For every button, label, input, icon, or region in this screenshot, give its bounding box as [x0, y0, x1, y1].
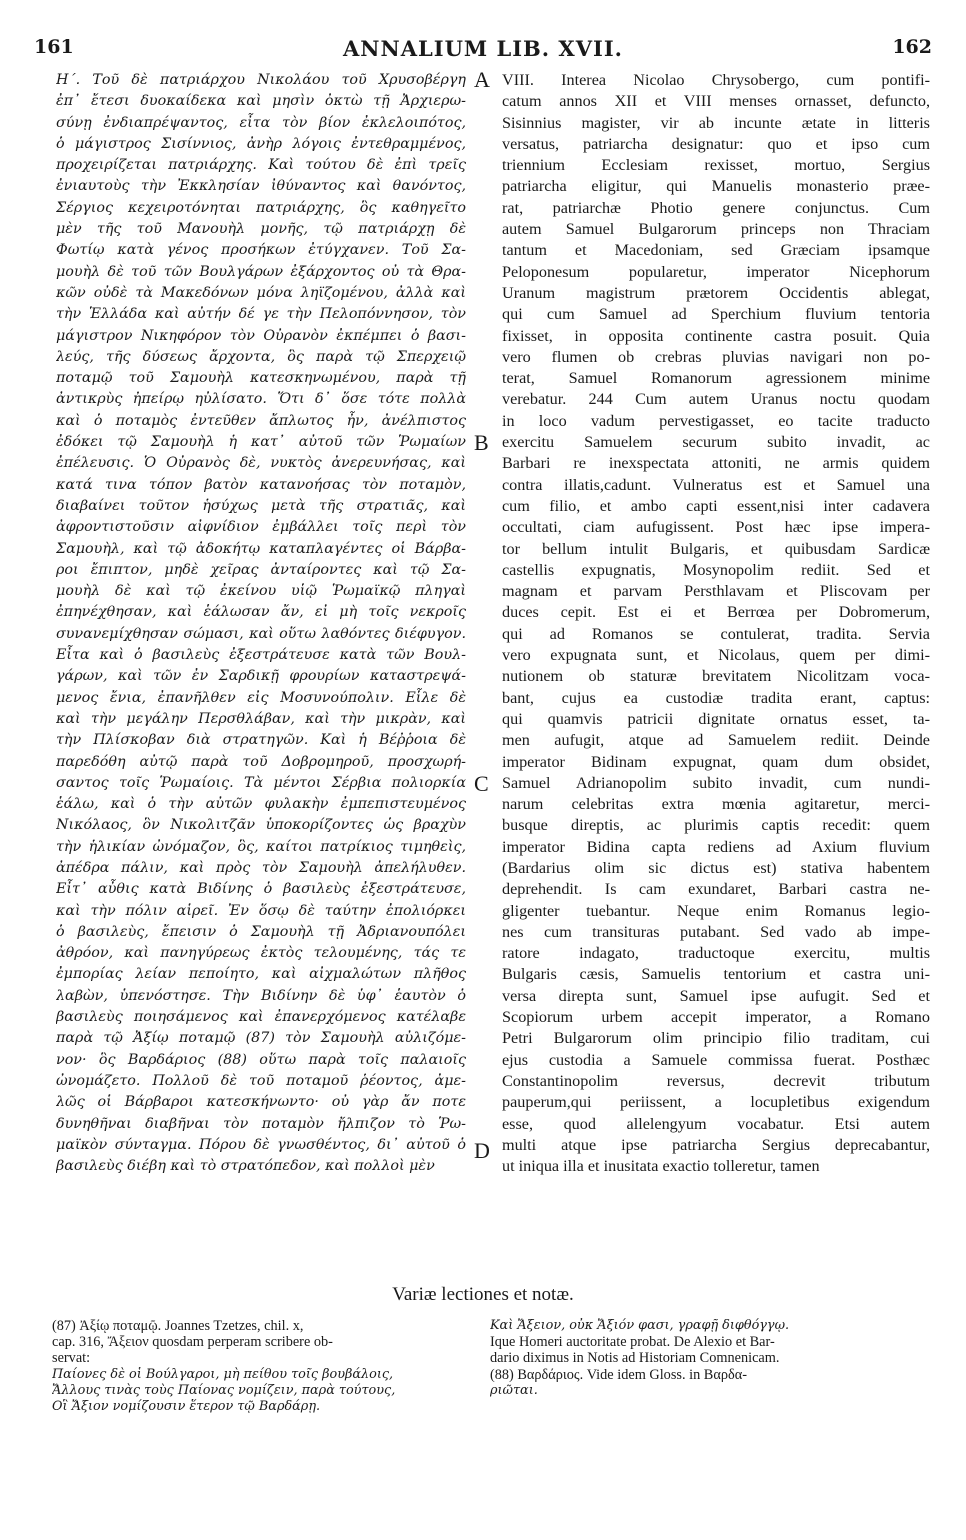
text-line: vero flumen ob crebras pluvias navigari non po- — [502, 347, 930, 366]
text-line: pauperum,qui periissent, a locupletibus exigendum — [502, 1093, 930, 1112]
notes-left-column — [52, 1318, 468, 1415]
note-line: Οἳ Ἄξιον νομίζουσιν ἕτερον τῷ Βαρδάρῃ. — [52, 1398, 321, 1414]
page-number-left: 161 — [34, 36, 74, 58]
margin-letter-d: D — [474, 1138, 490, 1163]
text-line: nutionem ob staturæ brevitatem Nicolitzam voca- — [502, 667, 930, 686]
text-line: bant, cujus ea custodiæ tradita erant, captus: — [502, 688, 930, 707]
text-line: συνανεμίχθησαν σώμασι, καὶ οὕτω λαθόντες διέφυγον. — [56, 625, 466, 642]
text-line: Scopiorum urbem accepit imperator, a Romano — [502, 1008, 930, 1027]
text-line: ἐπηνέχθησαν, καὶ ἑάλωσαν ἄν, εἰ μὴ τοῖς νεκροῖς — [56, 604, 466, 621]
text-line: διαβαίνει τοῦτον ἡσύχως μετὰ τῆς στρατιᾶς, καὶ — [56, 497, 466, 514]
text-line: duces cepit. Est ei et Berrœa per Dobromerum, — [502, 603, 930, 622]
text-line: Σαμουὴλ, καὶ τῷ ἀδοκήτῳ καταπλαγέντες οἱ Βάρβα- — [56, 540, 466, 557]
note-line: (88) Βαρδάριος. Vide idem Gloss. in Βαρδα- — [490, 1366, 747, 1383]
text-line: multi atque ipse patriarcha Sergius deprecabantur, — [502, 1135, 930, 1154]
text-line: σύνῃ ἐνδιαπρέψαντος, εἶτα τὸν βίον ἐκλελοιπότος, — [56, 114, 466, 131]
text-line: cum filio, et ambo capti essent,nisi inter cadavera — [502, 496, 930, 515]
latin-text-column — [502, 70, 930, 1177]
text-line: καὶ τὴν μεγάλην Περσθλάβαν, καὶ τὴν μικρὰν, καὶ — [56, 710, 466, 727]
note-line: (87) Ἀξίῳ ποταμῷ. Joannes Tzetzes, chil. x, — [52, 1318, 304, 1334]
text-line: γάρων, καὶ τῶν ἐν Σαρδικῇ φρουρίων καταστρεψά- — [56, 668, 466, 685]
text-line: λαβὼν, ὑπενόστησε. Τὴν Βιδίνην δὲ ὑφ᾽ ἑαυτὸν ὁ — [56, 987, 466, 1004]
notes-right-column — [490, 1318, 930, 1399]
margin-letter-c: C — [474, 771, 489, 796]
text-line: Barbari re inexspectata attoniti, ne armis quidem — [502, 454, 930, 473]
text-line: ἐμπορίας λείαν πεποίητο, καὶ αἰχμαλώτων πλῆθος — [56, 966, 466, 983]
greek-text-column — [56, 70, 466, 1177]
text-line: Petri Bulgarorum olim principio filio traditam, cui — [502, 1029, 930, 1048]
margin-letter-a: A — [474, 67, 490, 92]
text-line: (Bardarius olim sic dictus est) stativa habentem — [502, 858, 930, 877]
note-line: Ique Homeri auctoritate probat. De Alexio et Bar- — [490, 1334, 775, 1351]
text-line: terat, Samuel Romanorum agressionem minime — [502, 369, 930, 388]
text-line: ἐνιαυτοὺς τὴν Ἐκκλησίαν ἰθύναντος καὶ θανόντος, — [56, 178, 466, 195]
text-line: tor bellum intulit Bulgaris, et quibusdam Sardicæ — [502, 539, 930, 558]
note-line: dario diximus in Notis ad Historiam Comnenicam. — [490, 1350, 780, 1367]
text-line: verebatur. 244 Cum autem Uranus noctu quodam — [502, 390, 930, 409]
text-line: νον· ὃς Βαρδάριος (88) οὕτω παρὰ τοῖς παλαιοῖς — [56, 1051, 466, 1068]
text-line: occultati, ciam aufugissent. Post hæc ipse impera- — [502, 518, 930, 537]
text-line: λεύς, τῆς δύσεως ἄρχοντα, ὃς παρὰ τῷ Σπερχειῷ — [56, 348, 466, 365]
note-line: Παίονες δὲ οἱ Βούλγαροι, μὴ πείθου τοῖς βουβάλοις, — [52, 1366, 394, 1382]
text-line: VIII. Interea Nicolao Chrysobergo, cum pontifi- — [502, 71, 930, 89]
text-line: προχειρίζεται πατριάρχης. Καὶ τούτου δὲ ἐπὶ τρεῖς — [56, 157, 466, 174]
text-line: gligenter tuebantur. Neque enim Romanus legio- — [502, 901, 930, 920]
text-line: Η΄. Τοῦ δὲ πατριάρχου Νικολάου τοῦ Χρυσοβέργη — [56, 72, 466, 88]
text-line: μουὴλ δὲ καὶ τῷ ἐκείνου υἱῷ Ῥωμαϊκῷ πληγαὶ — [56, 583, 466, 600]
text-line: τὴν Πλίσκοβαν διὰ στρατηγῶν. Καὶ ἡ Βέῤῥοια δὲ — [56, 732, 466, 749]
text-line: μάγιστρον Νικηφόρον τὸν Οὐρανὸν ἐκπέμπει ὁ βασι- — [56, 327, 466, 344]
text-line: nes cum transituras putabant. Sed vado ab impe- — [502, 922, 930, 941]
text-line: rat, patriarchæ Photio genere conjunctus. Cum — [502, 198, 930, 217]
text-line: fixisset, in opposita continente castra posuit. Quia — [502, 326, 930, 345]
text-line: qui quamvis patricii dignitate ornatus esset, ta- — [502, 709, 930, 728]
text-line: ροι ἔπιπτον, μηδὲ χεῖρας ἀνταίροντες καὶ τῷ Σα- — [56, 561, 466, 578]
text-line: παρὰ τῷ Ἀξίῳ ποταμῷ (87) τὸν Σαμουὴλ αὐλιζόμε- — [56, 1030, 466, 1047]
text-line: busque direptis, ac plurimis captis recedit: quem — [502, 816, 930, 835]
text-line: triennium Ecclesiam rexisset, mortuo, Sergius — [502, 156, 930, 175]
text-line: ut iniqua illa et inusitata exactio tolleretur, tamen — [502, 1157, 820, 1176]
text-line: ἑάλω, καὶ ὁ τὴν αὐτῶν φυλακὴν ἐμπεπιστευμένος — [56, 796, 466, 813]
text-line: ἐπέλευσις. Ὁ Οὐρανὸς δὲ, νυκτὸς ἀνερευνήσας, καὶ — [56, 455, 466, 472]
text-line: Εἶτ᾽ αὖθις κατὰ Βιδίνης ὁ βασιλεὺς ἐξεστράτευσε, — [56, 881, 466, 898]
text-line: Sisinnius magister, vir ab incunte ætate in litteris — [502, 113, 930, 132]
text-line: καὶ ὁ ποταμὸς ἐντεῦθεν ἄπλωτος ἦν, ἀνέλπιστος — [56, 412, 466, 429]
text-line: ὁ βασιλεὺς, ἔπεισιν ὁ Σαμουὴλ τῇ Ἀδριανουπόλει — [56, 923, 466, 940]
text-line: versatus, patriarcha designatur: quo et ipso cum — [502, 134, 930, 153]
text-line: ratore indagato, traductoque exercitu, multis — [502, 944, 930, 963]
text-line: Samuel Adrianopolim subito invadit, cum nundi- — [502, 773, 930, 792]
text-line: tantum et Macedoniam, sed Græciam ipsamque — [502, 241, 930, 260]
page-number-right: 162 — [892, 36, 932, 58]
text-line: καὶ τὴν πόλιν αἱρεῖ. Ἐν ὅσῳ δὲ ταύτην ἐπολιόρκει — [56, 902, 466, 919]
text-line: imperator Bidinam expugnat, quam dum obsidet, — [502, 752, 930, 771]
text-line: παρεδόθη αὐτῷ παρὰ τοῦ Δοβρομηροῦ, προσχωρή- — [56, 753, 466, 770]
text-line: λῶς οἱ Βάρβαροι κατεσκήνωντο· οὐ γὰρ ἄν ποτε — [56, 1094, 466, 1111]
text-line: Bulgaris cæsis, Samuelis tentorium et castra uni- — [502, 965, 930, 984]
margin-letter-b: B — [474, 430, 489, 455]
text-line: Peloponesum popularetur, imperator Nicephorum — [502, 262, 930, 281]
text-line: qui ad Romanos se contulerat, tradita. Servia — [502, 624, 930, 643]
text-line: autem Samuel Bulgarorum princeps non Thraciam — [502, 220, 930, 239]
text-line: Νικόλαος, ὃν Νικολιτζᾶν ὑποκορίζοντες ὡς βραχὺν — [56, 817, 466, 834]
text-line: deprehendit. Is cam exundaret, Barbari castra ne- — [502, 880, 930, 899]
text-line: ἐπ᾽ ἔτεσι δυοκαίδεκα καὶ μησὶν ὀκτὼ τῇ Ἀρχιερω- — [56, 93, 466, 110]
text-line: μαϊκὸν σύνταγμα. Πόρου δὲ γνωσθέντος, δι᾽ αὐτοῦ ὁ — [56, 1136, 466, 1153]
text-line: μὲν τῆς τοῦ Μανουὴλ μονῆς, τῷ πατριάρχῃ δὲ — [56, 221, 466, 238]
text-line: ejus custodia a Samuele commissa fuerat. Posthæc — [502, 1050, 930, 1069]
text-line: βασιλεὺς ποιησάμενος καὶ ἐπανερχόμενος κατέλαβε — [56, 1009, 466, 1026]
text-line: τὴν ἡλικίαν ὠνόμαζον, ὃς, καίτοι πατρίκιος τιμηθεὶς, — [56, 838, 466, 855]
note-line: Καὶ Ἄξειον, οὐκ Ἄξιόν φασι, γραφῇ διφθόγγῳ. — [490, 1318, 790, 1333]
text-line: ἀπέδρα πάλιν, καὶ πρὸς τὸν Σαμουὴλ ἀπελήλυθεν. — [56, 859, 466, 876]
text-line: κῶν οὐδὲ τὰ Μακεδόνων μόνα ληϊζομένου, ἀλλὰ καὶ — [56, 284, 466, 301]
text-line: ὁ μάγιστρος Σισίννιος, ἀνὴρ λόγοις ἐντεθραμμένος, — [56, 135, 466, 152]
text-line: τὴν Ἑλλάδα καὶ αὐτήν δέ γε τὴν Πελοπόννησον, τὸν — [56, 306, 466, 323]
text-line: μενος ἔνια, ἐπανῆλθεν εἰς Μοσυνούπολιν. Εἷλε δὲ — [56, 689, 466, 706]
running-title: ANNALIUM LIB. XVII. — [343, 36, 623, 61]
text-line: Uranum magistrum prætorem Occidentis ablegat, — [502, 283, 930, 302]
note-line: servat: — [52, 1350, 91, 1367]
text-line: ἀντικρὺς ἠπείρῳ ηὐλίσατο. Ὅτι δ᾽ ὅσε τότε πολλὰ — [56, 391, 466, 408]
text-line: Constantinopolim reversus, decrevit tributum — [502, 1071, 930, 1090]
text-line: vero expugnata sunt, et Nicolaus, quem per dimi- — [502, 646, 930, 665]
text-line: esse, quod allelengyum vocabatur. Etsi autem — [502, 1114, 930, 1133]
text-line: ἀφροντιστοῦσιν αἰφνίδιον ἐμβάλλει τοῖς περὶ τὸν — [56, 519, 466, 536]
text-line: κατά τινα τόπον βατὸν κατανοήσας τὸν ποταμὸν, — [56, 476, 466, 493]
text-line: magnam et parvam Persthlavam et Pliscovam per — [502, 582, 930, 601]
text-line: patriarcha eligitur, qui Manuelis monasterio præe- — [502, 177, 930, 196]
note-line: Ἄλλους τινὰς τοὺς Παίονας νομίζειν, παρὰ τούτους, — [52, 1382, 396, 1398]
text-line: contra illatis,cadunt. Vulneratus est et Samuel una — [502, 475, 930, 494]
text-line: ἀθρόον, καὶ πανηγύρεως ἐκτὸς τελουμένης, τάς τε — [56, 945, 466, 962]
text-line: δυνηθῆναι διαβῆναι τὸν ποταμὸν ἤλπιζον τὸ Ῥω- — [56, 1115, 466, 1132]
text-line: μουὴλ δὲ τοῦ τῶν Βουλγάρων ἐξάρχοντος οὐ τὰ Θρα- — [56, 263, 466, 280]
text-line: qui cum Samuel ad Sperchium fluvium tentoria — [502, 305, 930, 324]
text-line: exercitu Samuelem securum subito invadit, ac — [502, 433, 930, 452]
text-line: ὠνομάζετο. Πολλοῦ δὲ τοῦ ποταμοῦ ῥέοντος, ἀμε- — [56, 1072, 466, 1089]
text-line: imperator Bidina capta rediens ad Axium fluvium — [502, 837, 930, 856]
text-line: castellis expugnatis, Mosynopolim rediit. Sed et — [502, 560, 930, 579]
text-line: men aufugit, atque ad Samuelem rediit. Deinde — [502, 731, 930, 750]
text-line: Σέργιος κεχειροτόνηται πατριάρχης, ὃς καθηγεῖτο — [56, 199, 466, 216]
text-line: in loco vadum pervestigasset, eo tacite traducto — [502, 411, 930, 430]
text-line: σαντος τοῖς Ῥωμαίοις. Τὰ μέντοι Σέρβια πολιορκία — [56, 774, 466, 791]
notes-heading: Variæ lectiones et notæ. — [392, 1284, 574, 1305]
note-line: cap. 316, Ἄξειον quosdam perperam scribere ob- — [52, 1334, 333, 1351]
text-line: catum annos XII et VIII menses ornasset, defuncto, — [502, 92, 930, 111]
text-line: ἐδόκει τῷ Σαμουὴλ ἡ κατ᾽ αὐτοῦ τῶν Ῥωμαίων — [56, 434, 466, 451]
text-line: ποταμῷ τοῦ Σαμουὴλ κατεσκηνωμένου, παρὰ τῇ — [56, 370, 466, 387]
text-line: βασιλεὺς διέβη καὶ τὸ στρατόπεδον, καὶ πολλοὶ μὲν — [56, 1158, 435, 1175]
text-line: Εἶτα καὶ ὁ βασιλεὺς ἐξεστράτευσε κατὰ τῶν Βουλ- — [56, 647, 466, 664]
text-line: Φωτίῳ κατὰ γένος προσήκων ἐτύγχανεν. Τοῦ Σα- — [56, 242, 466, 259]
note-line: ριῶται. — [490, 1382, 538, 1398]
text-line: narum celebritas extra mœnia agitaretur, merci- — [502, 795, 930, 814]
text-line: versa direpta sunt, Samuel ipse aufugit. Sed et — [502, 986, 930, 1005]
